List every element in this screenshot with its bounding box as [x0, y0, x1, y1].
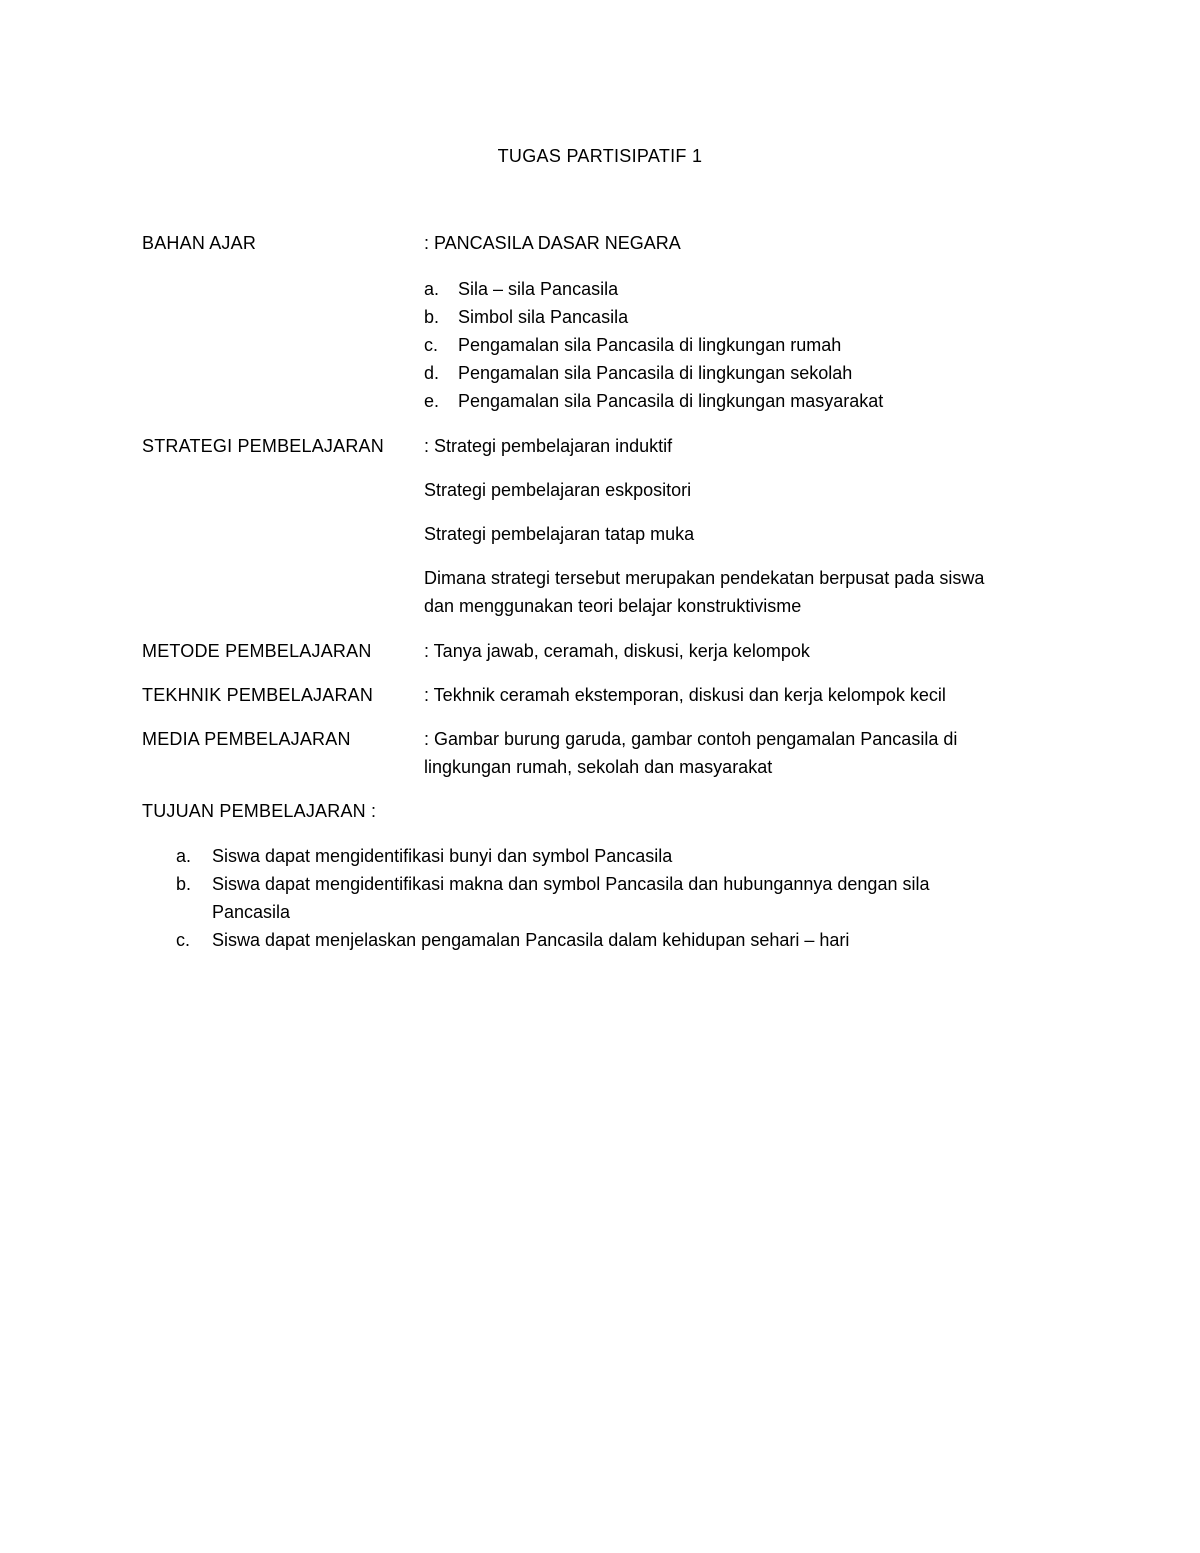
- list-item-text: Pengamalan sila Pancasila di lingkungan masyarakat: [458, 391, 884, 411]
- strategi-line-4a: Dimana strategi tersebut merupakan pendekatan berpusat pada siswa: [424, 568, 985, 588]
- document-title: TUGAS PARTISIPATIF 1: [497, 146, 703, 166]
- metode-label: METODE PEMBELAJARAN: [142, 641, 372, 661]
- list-item-text: Pengamalan sila Pancasila di lingkungan sekolah: [458, 363, 853, 383]
- strategi-label: STRATEGI PEMBELAJARAN: [142, 436, 384, 456]
- bahan-ajar-label: BAHAN AJAR: [142, 233, 257, 253]
- strategi-value: : Strategi pembelajaran induktif: [424, 436, 673, 456]
- metode-value: : Tanya jawab, ceramah, diskusi, kerja kelompok: [424, 641, 810, 661]
- media-value-line-2: lingkungan rumah, sekolah dan masyarakat: [424, 757, 773, 777]
- list-marker: e.: [424, 391, 440, 411]
- tekhnik-label: TEKHNIK PEMBELAJARAN: [142, 685, 374, 705]
- list-marker: c.: [176, 930, 191, 950]
- strategi-line-3: Strategi pembelajaran tatap muka: [424, 524, 695, 544]
- list-item-text: Pancasila: [212, 902, 291, 922]
- list-item-text: Siswa dapat mengidentifikasi makna dan symbol Pancasila dan hubungannya dengan sila: [212, 874, 930, 894]
- list-marker: a.: [424, 279, 440, 299]
- bahan-ajar-value: : PANCASILA DASAR NEGARA: [424, 233, 681, 253]
- tujuan-label: TUJUAN PEMBELAJARAN :: [142, 801, 377, 821]
- strategi-line-2: Strategi pembelajaran eskpositori: [424, 480, 692, 500]
- list-marker: c.: [424, 335, 439, 355]
- list-marker: b.: [424, 307, 440, 327]
- list-item-text: Sila – sila Pancasila: [458, 279, 619, 299]
- list-marker: d.: [424, 363, 440, 383]
- media-label: MEDIA PEMBELAJARAN: [142, 729, 351, 749]
- list-item-text: Simbol sila Pancasila: [458, 307, 629, 327]
- list-item-text: Siswa dapat menjelaskan pengamalan Pancasila dalam kehidupan sehari – hari: [212, 930, 850, 950]
- list-marker: b.: [176, 874, 192, 894]
- tekhnik-value: : Tekhnik ceramah ekstemporan, diskusi dan kerja kelompok kecil: [424, 685, 946, 705]
- strategi-line-4b: dan menggunakan teori belajar konstruktivisme: [424, 596, 802, 616]
- list-item-text: Siswa dapat mengidentifikasi bunyi dan symbol Pancasila: [212, 846, 673, 866]
- media-value-line-1: : Gambar burung garuda, gambar contoh pengamalan Pancasila di: [424, 729, 958, 749]
- list-marker: a.: [176, 846, 192, 866]
- list-item-text: Pengamalan sila Pancasila di lingkungan rumah: [458, 335, 842, 355]
